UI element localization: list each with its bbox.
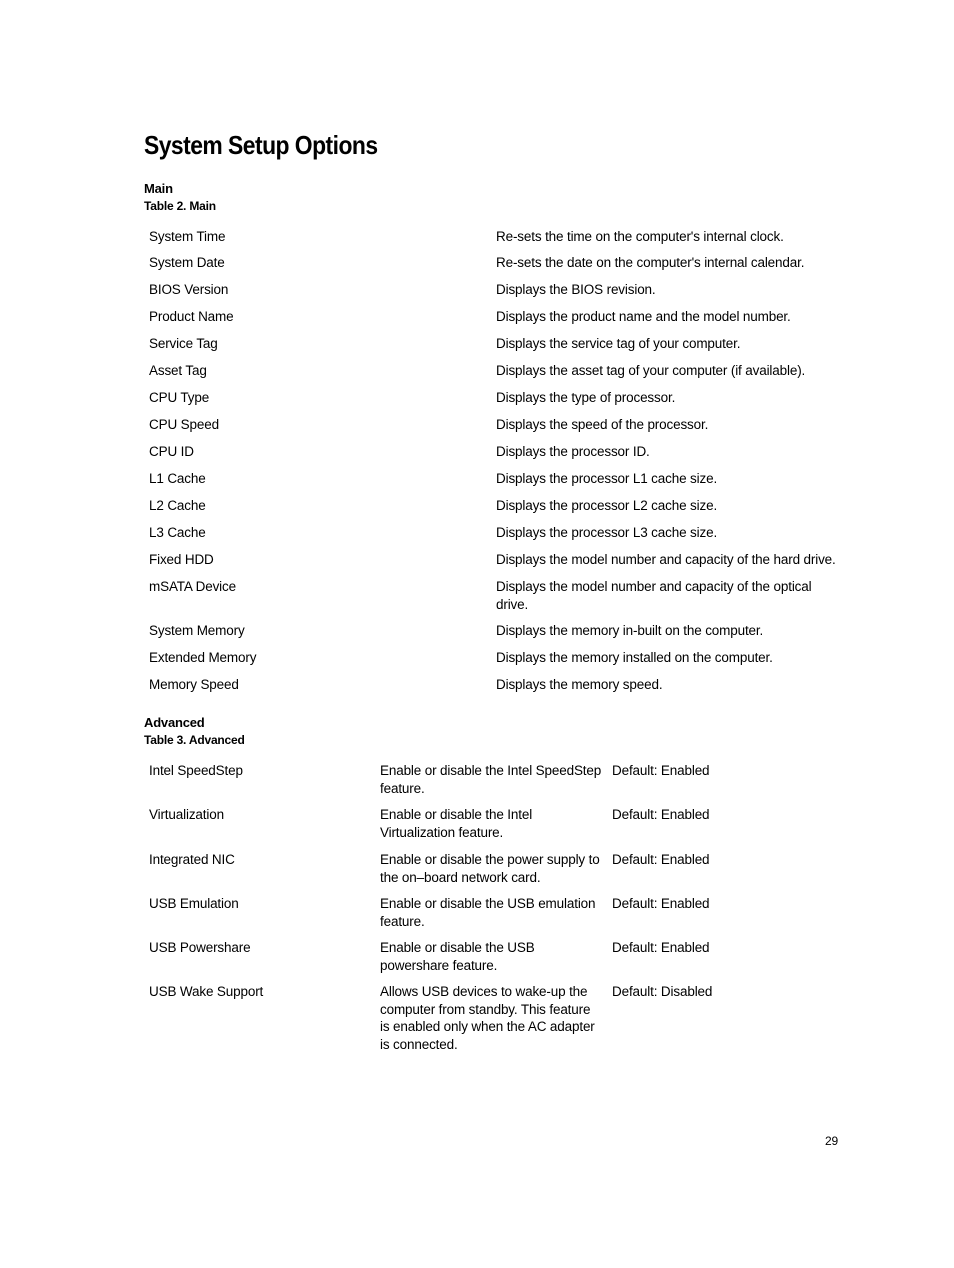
setting-name: mSATA Device (149, 579, 236, 594)
setting-name: USB Emulation (149, 896, 239, 911)
setting-description: Displays the processor L2 cache size. (496, 498, 718, 513)
advanced-table-caption: Table 3. Advanced (144, 733, 245, 747)
setting-description: Re-sets the time on the computer's internal clock. (496, 229, 784, 244)
setting-description: Enable or disable the Intel Virtualization feature. (380, 807, 533, 840)
setting-name: Asset Tag (149, 363, 207, 378)
setting-description: Displays the processor ID. (496, 444, 650, 459)
setting-name: Fixed HDD (149, 552, 214, 567)
setting-name: Integrated NIC (149, 852, 235, 867)
setting-name: USB Powershare (149, 940, 251, 955)
setting-name: Service Tag (149, 336, 218, 351)
setting-default: Default: Enabled (612, 940, 710, 955)
setting-default: Default: Enabled (612, 896, 710, 911)
setting-description: Displays the memory in-built on the computer. (496, 623, 764, 638)
page-number: 29 (825, 1134, 838, 1148)
setting-name: L1 Cache (149, 471, 206, 486)
setting-description: Displays the processor L3 cache size. (496, 525, 718, 540)
setting-description: Displays the model number and capacity of the optical drive. (496, 579, 812, 612)
setting-name: CPU Speed (149, 417, 219, 432)
setting-name: CPU ID (149, 444, 194, 459)
setting-description: Displays the service tag of your computer. (496, 336, 741, 351)
setting-description: Allows USB devices to wake-up the computer from standby. This feature is enabled only when the AC adapter is connected. (380, 984, 595, 1052)
setting-description: Displays the type of processor. (496, 390, 676, 405)
setting-name: L2 Cache (149, 498, 206, 513)
setting-name: L3 Cache (149, 525, 206, 540)
setting-name: USB Wake Support (149, 984, 264, 999)
setting-default: Default: Disabled (612, 984, 713, 999)
page-title: System Setup Options (144, 130, 378, 160)
setting-name: CPU Type (149, 390, 210, 405)
setting-description: Displays the memory installed on the computer. (496, 650, 773, 665)
setting-description: Re-sets the date on the computer's internal calendar. (496, 255, 805, 270)
setting-description: Enable or disable the USB emulation feature. (380, 896, 596, 929)
main-section-heading: Main (144, 181, 173, 196)
setting-description: Displays the BIOS revision. (496, 282, 656, 297)
setting-name: System Date (149, 255, 225, 270)
setting-name: Extended Memory (149, 650, 257, 665)
setting-name: System Time (149, 229, 226, 244)
setting-description: Displays the product name and the model number. (496, 309, 791, 324)
setting-name: System Memory (149, 623, 245, 638)
setting-name: Virtualization (149, 807, 224, 822)
setting-description: Displays the speed of the processor. (496, 417, 709, 432)
setting-default: Default: Enabled (612, 852, 710, 867)
main-table-caption: Table 2. Main (144, 199, 216, 213)
advanced-section-heading: Advanced (144, 715, 205, 730)
setting-description: Displays the model number and capacity of the hard drive. (496, 552, 836, 567)
setting-description: Displays the memory speed. (496, 677, 663, 692)
setting-name: BIOS Version (149, 282, 229, 297)
setting-default: Default: Enabled (612, 763, 710, 778)
setting-description: Enable or disable the USB powershare feature. (380, 940, 535, 973)
setting-name: Memory Speed (149, 677, 239, 692)
setting-name: Intel SpeedStep (149, 763, 243, 778)
setting-description: Enable or disable the Intel SpeedStep feature. (380, 763, 602, 796)
setting-default: Default: Enabled (612, 807, 710, 822)
setting-description: Enable or disable the power supply to the on–board network card. (380, 852, 600, 885)
setting-description: Displays the processor L1 cache size. (496, 471, 718, 486)
setting-name: Product Name (149, 309, 234, 324)
setting-description: Displays the asset tag of your computer (if available). (496, 363, 806, 378)
